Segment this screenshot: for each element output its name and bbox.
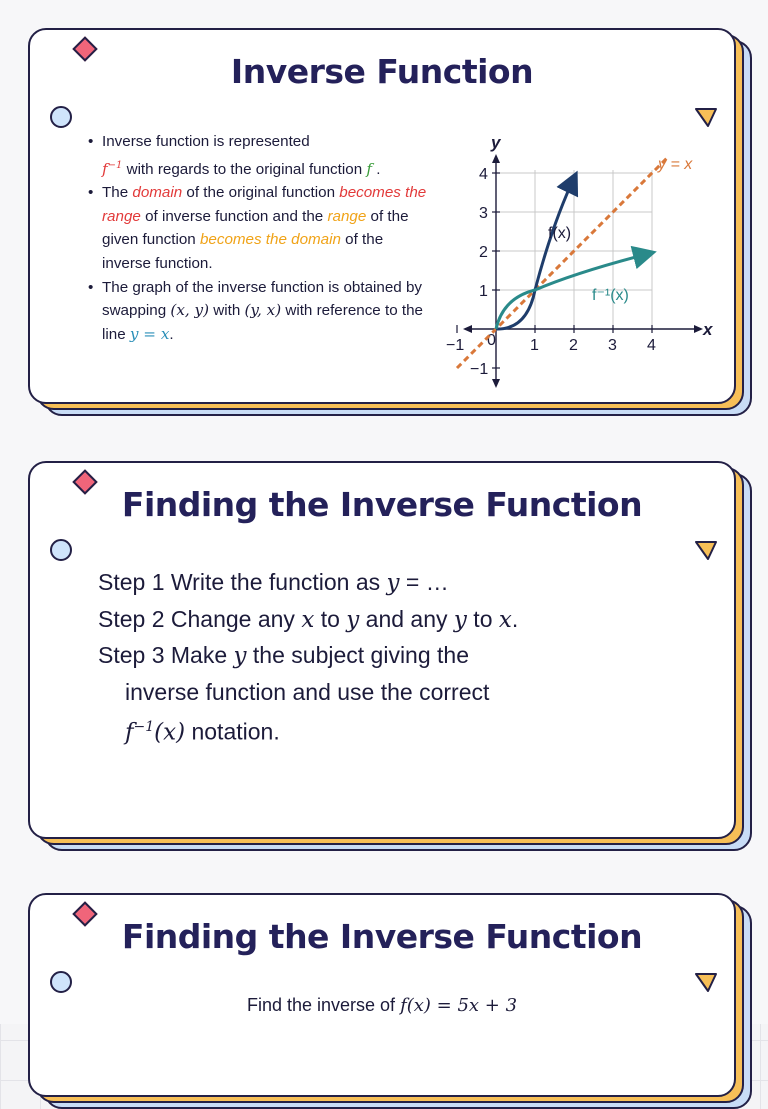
- slide-2-card: [28, 461, 752, 853]
- x-axis-label: x: [703, 320, 713, 339]
- inverse-function-label: f⁻¹(x): [592, 287, 629, 304]
- step-2: Step 2 Change any x to y and any y to x.: [98, 605, 519, 633]
- circle-decoration: [50, 106, 72, 128]
- y-tick-label: −1: [470, 361, 489, 378]
- origin-label: 0: [487, 332, 496, 349]
- circle-decoration: [50, 539, 72, 561]
- function-label: f(x): [548, 225, 572, 242]
- circle-decoration: [50, 971, 72, 993]
- bullet-item: • The domain of the original function becomes the range of inverse function and the range of the given function becomes the domain of the inverse function.: [90, 181, 435, 275]
- bullet-list: [90, 130, 435, 346]
- exercise-prompt: Find the inverse of f(x) = 5x + 3: [246, 995, 518, 1016]
- identity-line: [457, 156, 669, 368]
- x-tick-label: 4: [647, 337, 656, 354]
- card-face: [28, 28, 736, 404]
- triangle-decoration: [694, 971, 718, 993]
- bullet-item: • The graph of the inverse function is obtained by swapping (x, y) with (y, x) with reference to the line y = x.: [90, 276, 435, 347]
- y-tick-label: 4: [479, 166, 488, 183]
- slide-3-card: [28, 893, 752, 1093]
- bullet-item: • Inverse function is represented $f^{-1}$ with regards to the original function f .: [90, 130, 435, 181]
- slide-1-card: [28, 28, 752, 418]
- y-axis-arrow-up: [492, 154, 500, 163]
- card-face: [28, 893, 736, 1097]
- x-tick-label: −1: [446, 337, 465, 354]
- y-tick-label: 3: [479, 205, 488, 222]
- identity-line-label: y = x: [658, 156, 693, 173]
- card-face: [28, 461, 736, 839]
- triangle-decoration: [694, 106, 718, 128]
- x-tick-label: 3: [608, 337, 617, 354]
- triangle-decoration: [694, 539, 718, 561]
- x-tick-label: 1: [530, 337, 539, 354]
- step-3: Step 3 Make y the subject giving the inverse function and use the correct $f^{-1}(x)$ notation.: [98, 642, 490, 746]
- steps-list: [98, 565, 518, 751]
- y-tick-label: 1: [479, 283, 488, 300]
- x-axis-arrow-left: [463, 325, 472, 333]
- slide-title: Finding the Inverse Function: [121, 485, 643, 524]
- slide-title: Finding the Inverse Function: [121, 917, 643, 956]
- x-axis-arrow-right: [694, 325, 703, 333]
- y-tick-label: 2: [479, 244, 488, 261]
- y-axis-label: y: [491, 133, 501, 152]
- slide-title: Inverse Function: [230, 52, 534, 91]
- step-1: Step 1 Write the function as y = …: [98, 569, 449, 596]
- y-axis-arrow-down: [492, 379, 500, 388]
- x-tick-label: 2: [569, 337, 578, 354]
- inverse-function-graph: [435, 130, 725, 392]
